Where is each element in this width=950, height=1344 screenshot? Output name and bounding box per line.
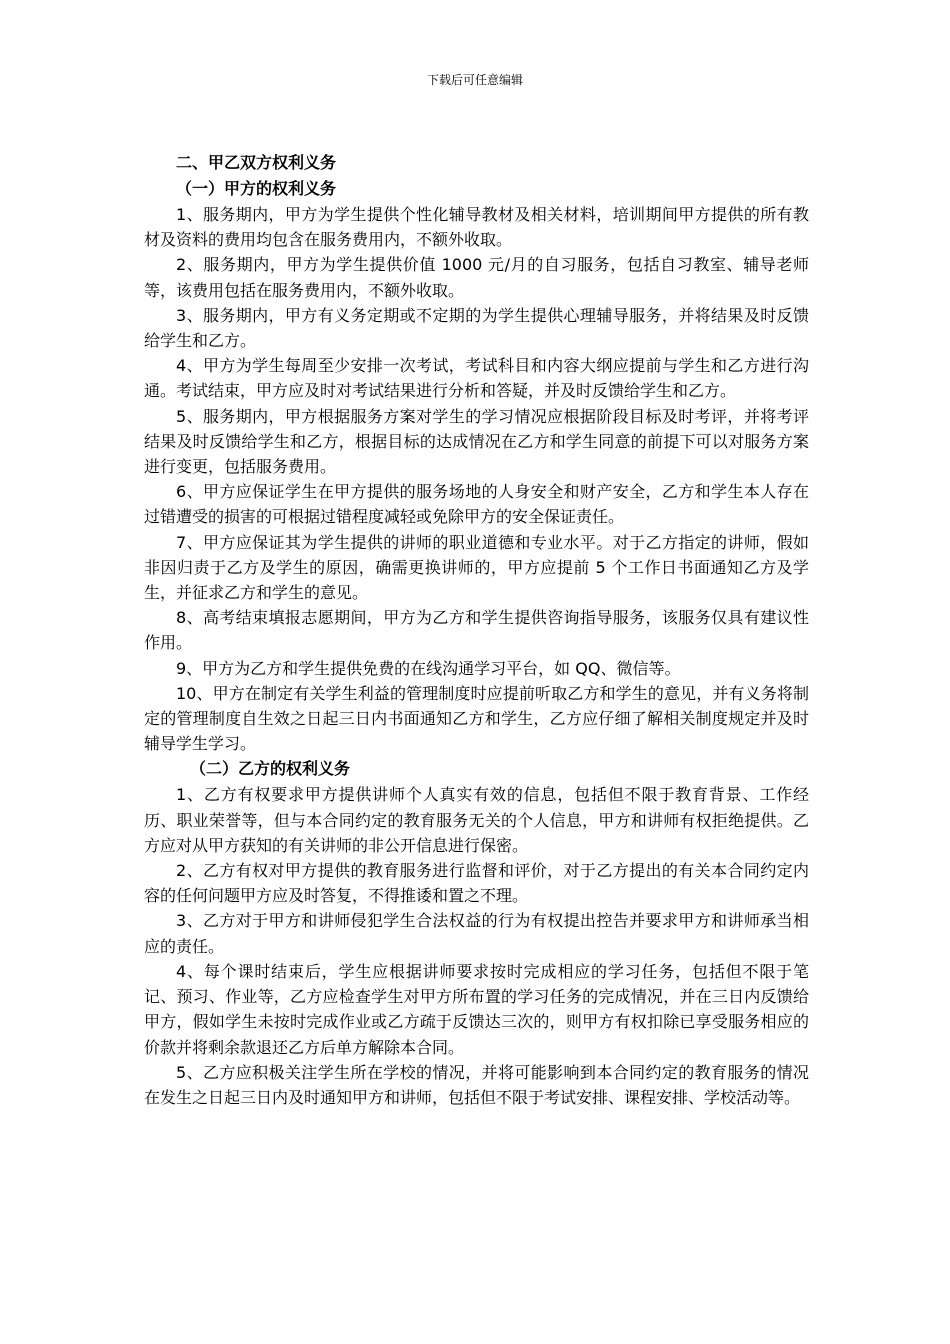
party-a-clause-1: 1、服务期内，甲方为学生提供个性化辅导教材及相关材料，培训期间甲方提供的所有教材及资料的费用均包含在服务费用内，不额外收取。: [144, 205, 809, 250]
party-a-clause-6: 6、甲方应保证学生在甲方提供的服务场地的人身安全和财产安全，乙方和学生本人存在过错遭受的损害的可根据过错程度减轻或免除甲方的安全保证责任。: [144, 482, 809, 527]
document-body: [144, 150, 809, 1110]
party-a-title: （一）甲方的权利义务: [176, 179, 337, 198]
party-b-clause-1: 1、乙方有权要求甲方提供讲师个人真实有效的信息，包括但不限于教育背景、工作经历、职业荣誉等，但与本合同约定的教育服务无关的个人信息，甲方和讲师有权拒绝提供。乙方应对从甲方获知的有关讲师的非公开信息进行保密。: [144, 785, 809, 855]
party-b-clause-4: 4、每个课时结束后，学生应根据讲师要求按时完成相应的学习任务，包括但不限于笔记、预习、作业等，乙方应检查学生对甲方所布置的学习任务的完成情况，并在三日内反馈给甲方，假如学生未按时完成作业或乙方疏于反馈达三次的，则甲方有权扣除已享受服务相应的价款并将剩余款退还乙方后单方解除本合同。: [144, 961, 809, 1057]
party-a-clause-2: 2、服务期内，甲方为学生提供价值 1000 元/月的自习服务，包括自习教室、辅导老师等，该费用包括在服务费用内，不额外收取。: [144, 255, 809, 300]
party-b-clause-2: 2、乙方有权对甲方提供的教育服务进行监督和评价，对于乙方提出的有关本合同约定内容的任何问题甲方应及时答复，不得推诿和置之不理。: [144, 861, 809, 906]
party-a-clause-8: 8、高考结束填报志愿期间，甲方为乙方和学生提供咨询指导服务，该服务仅具有建议性作用。: [144, 608, 809, 653]
party-b-title: （二）乙方的权利义务: [190, 759, 351, 779]
party-a-clause-3: 3、服务期内，甲方有义务定期或不定期的为学生提供心理辅导服务，并将结果及时反馈给学生和乙方。: [144, 305, 809, 351]
section-title: 二、甲乙双方权利义务: [176, 153, 337, 172]
party-a-clause-7: 7、甲方应保证其为学生提供的讲师的职业道德和专业水平。对于乙方指定的讲师，假如非因归责于乙方及学生的原因，确需更换讲师的，甲方应提前 5 个工作日书面通知乙方及学生，并征求乙方和学生的意见。: [144, 532, 809, 603]
party-a-clause-9: 9、甲方为乙方和学生提供免费的在线沟通学习平台，如 QQ、微信等。: [176, 658, 681, 678]
party-a-clause-5: 5、服务期内，甲方根据服务方案对学生的学习情况应根据阶段目标及时考评，并将考评结果及时反馈给学生和乙方，根据目标的达成情况在乙方和学生同意的前提下可以对服务方案进行变更，包括服务费用。: [144, 406, 809, 477]
page-header: 下载后可任意编辑: [426, 73, 523, 87]
party-b-clause-5: 5、乙方应积极关注学生所在学校的情况，并将可能影响到本合同约定的教育服务的情况在发生之日起三日内及时通知甲方和讲师，包括但不限于考试安排、课程安排、学校活动等。: [144, 1062, 809, 1107]
party-a-clause-10: 10、甲方在制定有关学生利益的管理制度时应提前听取乙方和学生的意见，并有义务将制定的管理制度自生效之日起三日内书面通知乙方和学生，乙方应仔细了解相关制度规定并及时辅导学生学习。: [144, 683, 809, 754]
party-a-clause-4: 4、甲方为学生每周至少安排一次考试，考试科目和内容大纲应提前与学生和乙方进行沟通。考试结束，甲方应及时对考试结果进行分析和答疑，并及时反馈给学生和乙方。: [144, 356, 809, 401]
party-b-clause-3: 3、乙方对于甲方和讲师侵犯学生合法权益的行为有权提出控告并要求甲方和讲师承当相应的责任。: [144, 911, 809, 956]
